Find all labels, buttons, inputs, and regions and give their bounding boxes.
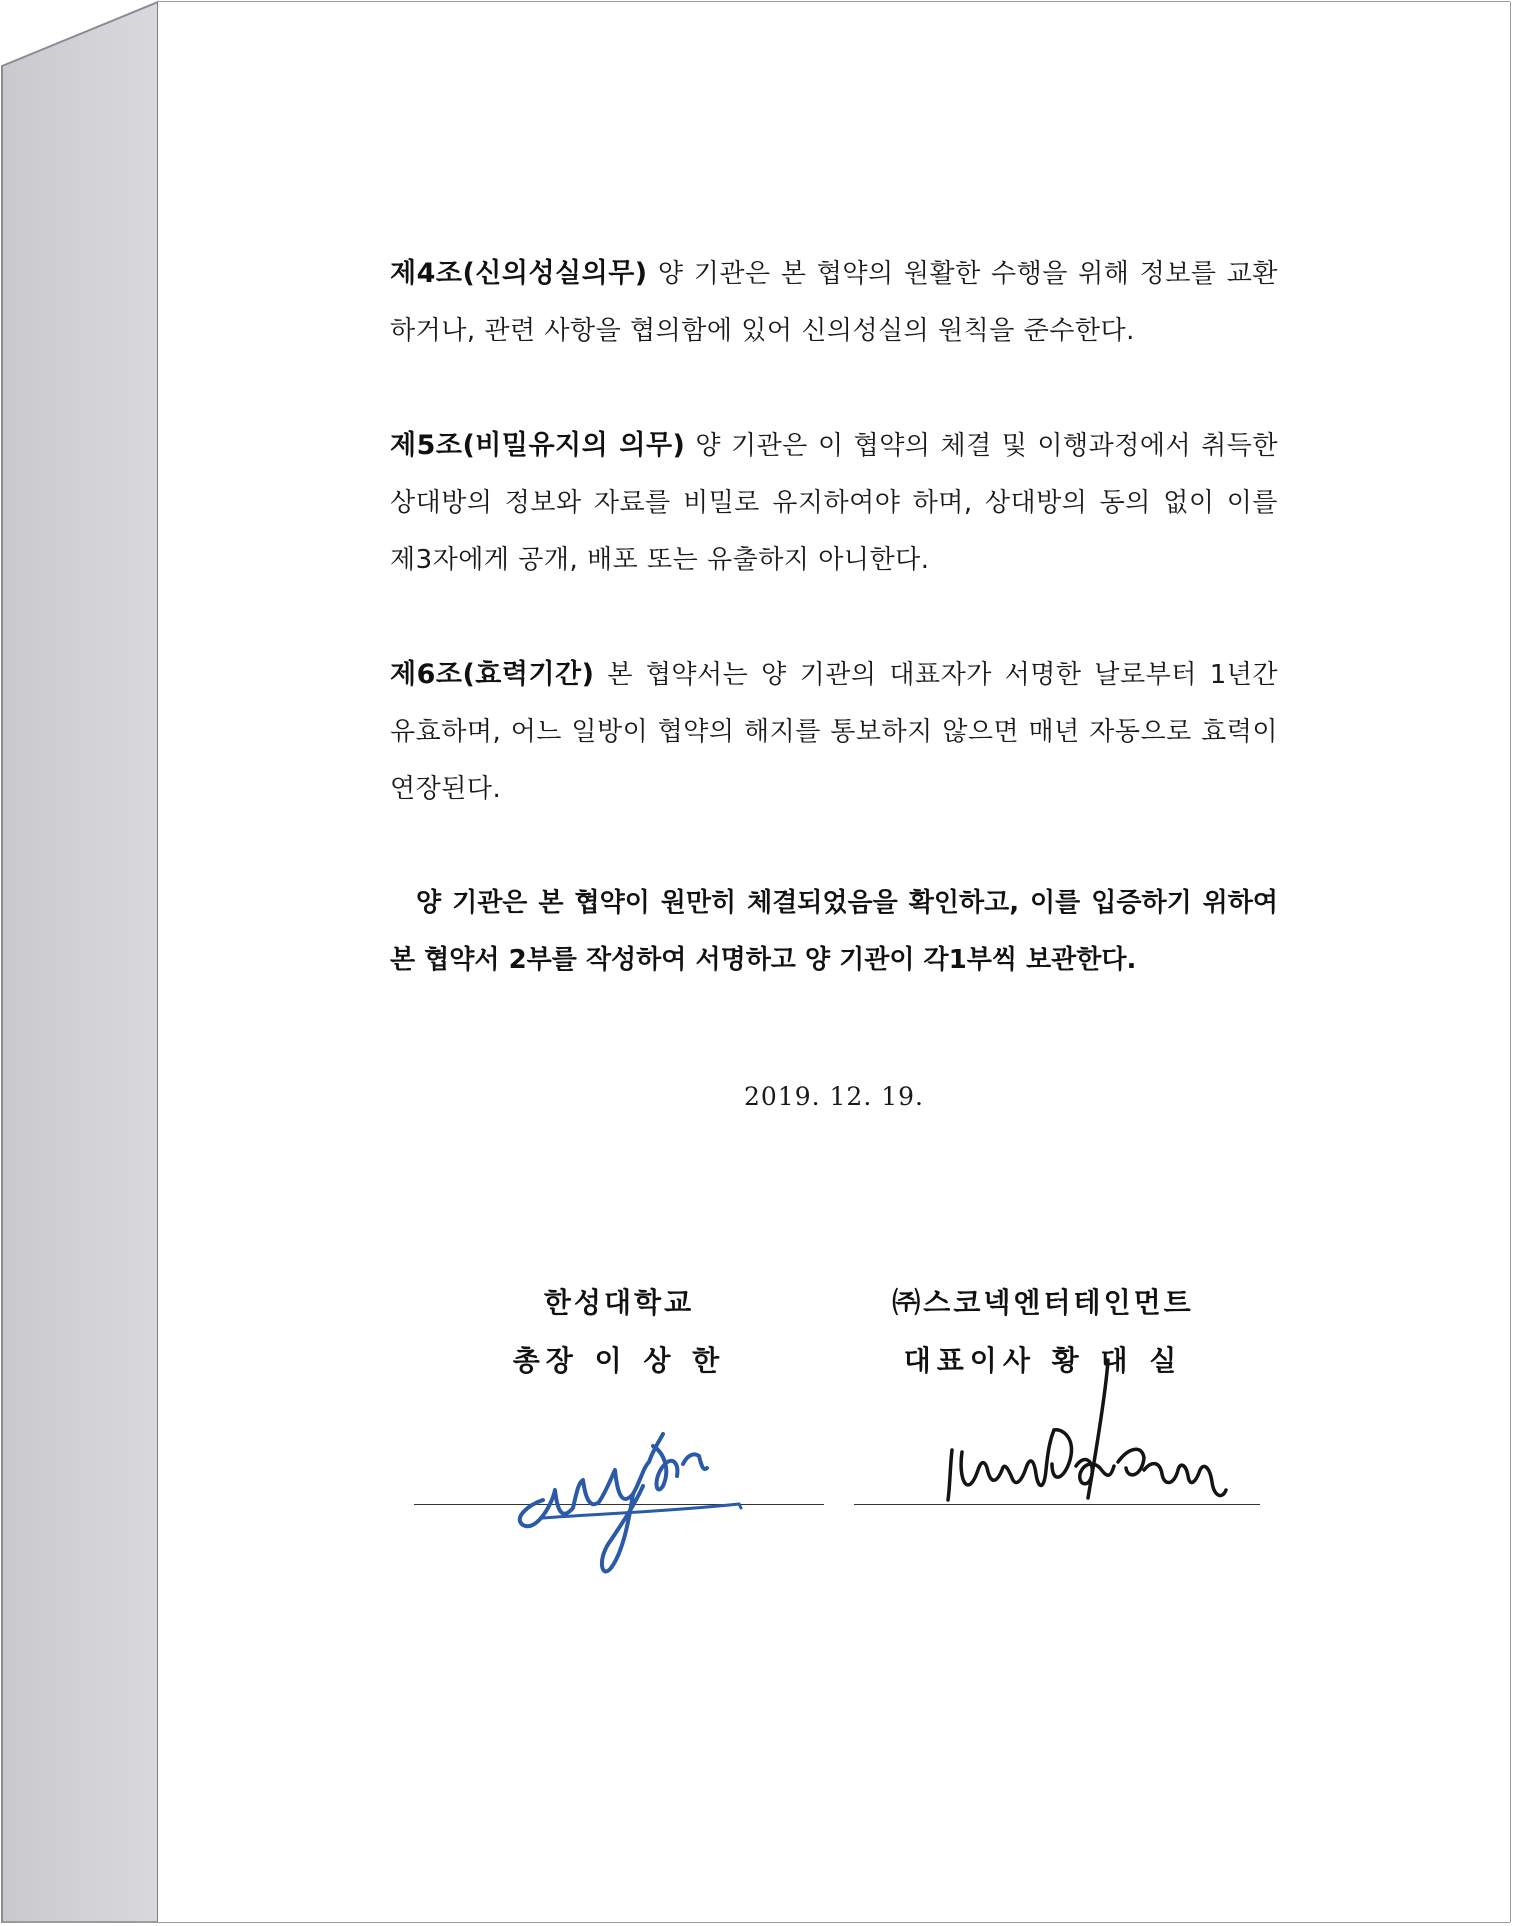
article-6-heading: 제6조(효력기간) [390,659,595,690]
document-body [390,245,1278,989]
signing-date: 2019. 12. 19. [744,1082,924,1111]
article-5 [390,417,1278,589]
document-page [158,2,1510,1922]
party-hansung [414,1282,824,1382]
party-hansung-rep: 총장 이 상 한 [512,1344,726,1377]
party-skonec-rep: 대표이사 황 대 실 [903,1344,1183,1377]
article-4-heading: 제4조(신의성실의무) [390,258,648,289]
article-4 [390,245,1278,360]
article-4-text: 양 기관은 본 협약의 원활한 수행을 위해 정보를 교환하거나, 관련 사항을 협의함에 있어 신의성실의 원칙을 준수한다. [390,259,1278,346]
signature-right-graphic [938,1350,1258,1520]
article-6 [390,646,1278,818]
party-hansung-org: 한성대학교 [543,1286,695,1319]
closing-statement: 양 기관은 본 협약이 원만히 체결되었음을 확인하고, 이를 입증하기 위하여 본 협약서 2부를 작성하여 서명하고 양 기관이 각1부씩 보관한다. [390,888,1278,975]
article-5-text: 양 기관은 이 협약의 체결 및 이행과정에서 취득한 상대방의 정보와 자료를 비밀로 유지하여야 하며, 상대방의 동의 없이 이를 제3자에게 공개, 배포 또는 유출하지 아니한다. [390,431,1278,575]
signature-left-graphic [503,1390,753,1580]
article-5-heading: 제5조(비밀유지의 의무) [390,430,686,461]
article-6-text: 본 협약서는 양 기관의 대표자가 서명한 날로부터 1년간 유효하며, 어느 일방이 협약의 해지를 통보하지 않으면 매년 자동으로 효력이 연장된다. [390,660,1278,804]
party-skonec-org: ㈜스코넥엔터테인먼트 [892,1286,1194,1319]
